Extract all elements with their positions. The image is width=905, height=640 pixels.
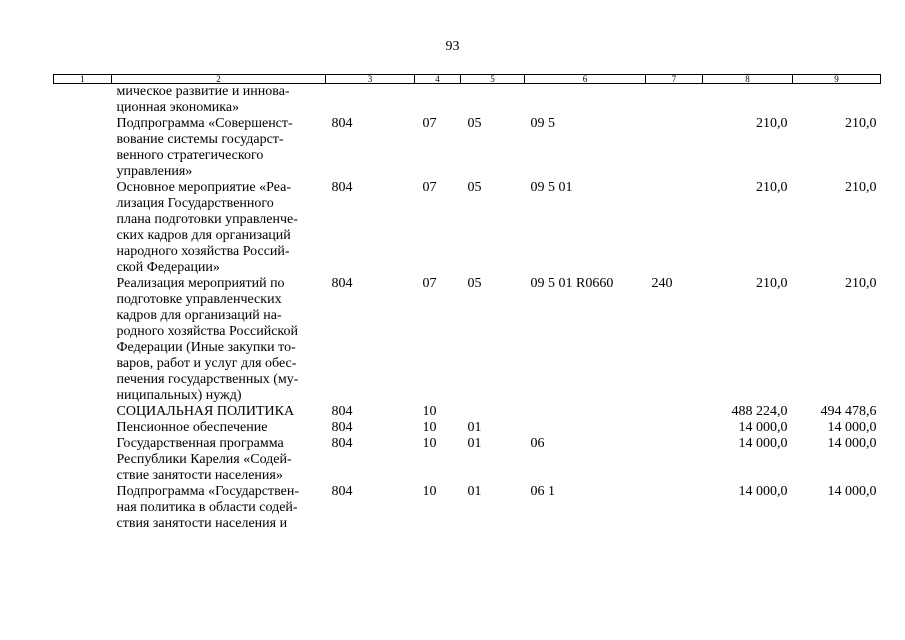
target-article-code: 09 5 01 (530, 180, 573, 195)
row-description (112, 116, 326, 180)
ministry-code (326, 84, 415, 117)
target-article-code: 09 5 (530, 116, 555, 131)
row-description (112, 404, 326, 420)
column-header-9: 9 (793, 75, 881, 84)
row-blank-cell (54, 436, 112, 484)
subsection-code: 01 (467, 436, 482, 451)
amount-col-8: 14 000,0 (738, 420, 788, 435)
section-code (415, 84, 461, 117)
amount-col-8: 210,0 (756, 180, 788, 195)
row-description (112, 276, 326, 404)
amount-col-8: 14 000,0 (738, 484, 788, 499)
amount-col-9: 494 478,6 (820, 404, 877, 419)
subsection-code: 01 (467, 484, 482, 499)
description-line: Подпрограмма «Совершенст- (116, 116, 293, 131)
description-line: Реализация мероприятий по (116, 276, 285, 291)
description-line: Пенсионное обеспечение (116, 420, 268, 435)
amount-col-8: 210,0 (756, 276, 788, 291)
ministry-code: 804 (331, 116, 353, 131)
row-description (112, 484, 326, 532)
description-line: мическое развитие и иннова- (116, 84, 290, 99)
target-article-code: 06 1 (530, 484, 555, 499)
amount-col-9 (793, 84, 881, 117)
table-header (54, 75, 881, 84)
description-line: Федерации (Иные закупки то- (116, 340, 296, 355)
ministry-code: 804 (331, 276, 353, 291)
amount-col-8: 210,0 (756, 116, 788, 131)
row-description (112, 420, 326, 436)
amount-col-9: 14 000,0 (827, 484, 877, 499)
table-row (54, 276, 881, 404)
section-code: 07 (422, 116, 437, 131)
expense-type-code (646, 404, 703, 420)
description-line: подготовке управленческих (116, 292, 282, 307)
table-row (54, 484, 881, 532)
ministry-code: 804 (331, 404, 353, 419)
column-header-8: 8 (703, 75, 793, 84)
amount-col-9: 210,0 (845, 180, 877, 195)
expense-type-code (646, 84, 703, 117)
table-row (54, 180, 881, 276)
subsection-code: 05 (467, 180, 482, 195)
expense-type-code (646, 436, 703, 484)
table-body (54, 84, 881, 533)
amount-col-9: 14 000,0 (827, 436, 877, 451)
section-code: 10 (422, 404, 437, 419)
section-code: 10 (422, 484, 437, 499)
description-line: ской Федерации» (116, 260, 220, 275)
description-line: вование системы государст- (116, 132, 284, 147)
row-blank-cell (54, 116, 112, 180)
target-article-code (525, 404, 646, 420)
expense-type-code (646, 116, 703, 180)
description-line: варов, работ и услуг для обес- (116, 356, 297, 371)
column-header-6: 6 (525, 75, 646, 84)
subsection-code (461, 84, 525, 117)
description-line: ная политика в области содей- (116, 500, 298, 515)
table-row (54, 436, 881, 484)
section-code: 07 (422, 276, 437, 291)
target-article-code: 09 5 01 R0660 (530, 276, 614, 291)
description-line: венного стратегического (116, 148, 264, 163)
description-line: ствия занятости населения и (116, 516, 288, 531)
subsection-code: 01 (467, 420, 482, 435)
row-blank-cell (54, 420, 112, 436)
row-description (112, 180, 326, 276)
subsection-code: 05 (467, 276, 482, 291)
ministry-code: 804 (331, 436, 353, 451)
amount-col-9: 210,0 (845, 276, 877, 291)
table-row (54, 420, 881, 436)
target-article-code (525, 84, 646, 117)
row-blank-cell (54, 484, 112, 532)
description-line: Подпрограмма «Государствен- (116, 484, 300, 499)
amount-col-8: 488 224,0 (731, 404, 788, 419)
row-blank-cell (54, 276, 112, 404)
description-line: ционная экономика» (116, 100, 240, 115)
amount-col-9: 14 000,0 (827, 420, 877, 435)
column-header-2: 2 (112, 75, 326, 84)
expense-type-code: 240 (651, 276, 673, 291)
amount-col-9: 210,0 (845, 116, 877, 131)
target-article-code (525, 420, 646, 436)
table-row (54, 404, 881, 420)
description-line: кадров для организаций на- (116, 308, 282, 323)
page-number: 93 (445, 39, 460, 54)
description-line: ских кадров для организаций (116, 228, 291, 243)
column-number-row (54, 75, 881, 84)
row-description (112, 84, 326, 117)
description-line: плана подготовки управленче- (116, 212, 298, 227)
section-code: 10 (422, 420, 437, 435)
expense-type-code (646, 420, 703, 436)
description-line: Государственная программа (116, 436, 284, 451)
description-line: лизация Государственного (116, 196, 274, 211)
row-blank-cell (54, 180, 112, 276)
expense-type-code (646, 484, 703, 532)
column-header-7: 7 (646, 75, 703, 84)
ministry-code: 804 (331, 484, 353, 499)
description-line: Республики Карелия «Содей- (116, 452, 292, 467)
column-header-5: 5 (461, 75, 525, 84)
description-line: ниципальных) нужд) (116, 388, 242, 403)
ministry-code: 804 (331, 180, 353, 195)
description-line: родного хозяйства Российской (116, 324, 299, 339)
description-line: печения государственных (му- (116, 372, 299, 387)
budget-table (53, 74, 881, 532)
subsection-code: 05 (467, 116, 482, 131)
description-line: ствие занятости населения» (116, 468, 283, 483)
description-line: Основное мероприятие «Реа- (116, 180, 291, 195)
amount-col-8: 14 000,0 (738, 436, 788, 451)
row-blank-cell (54, 404, 112, 420)
target-article-code: 06 (530, 436, 545, 451)
row-blank-cell (54, 84, 112, 117)
section-code: 10 (422, 436, 437, 451)
description-line: СОЦИАЛЬНАЯ ПОЛИТИКА (116, 404, 295, 419)
amount-col-8 (703, 84, 793, 117)
table-row (54, 116, 881, 180)
row-description (112, 436, 326, 484)
subsection-code (461, 404, 525, 420)
table-row (54, 84, 881, 117)
ministry-code: 804 (331, 420, 353, 435)
section-code: 07 (422, 180, 437, 195)
column-header-1: 1 (54, 75, 112, 84)
description-line: управления» (116, 164, 193, 179)
expense-type-code (646, 180, 703, 276)
column-header-4: 4 (415, 75, 461, 84)
description-line: народного хозяйства Россий- (116, 244, 290, 259)
column-header-3: 3 (326, 75, 415, 84)
